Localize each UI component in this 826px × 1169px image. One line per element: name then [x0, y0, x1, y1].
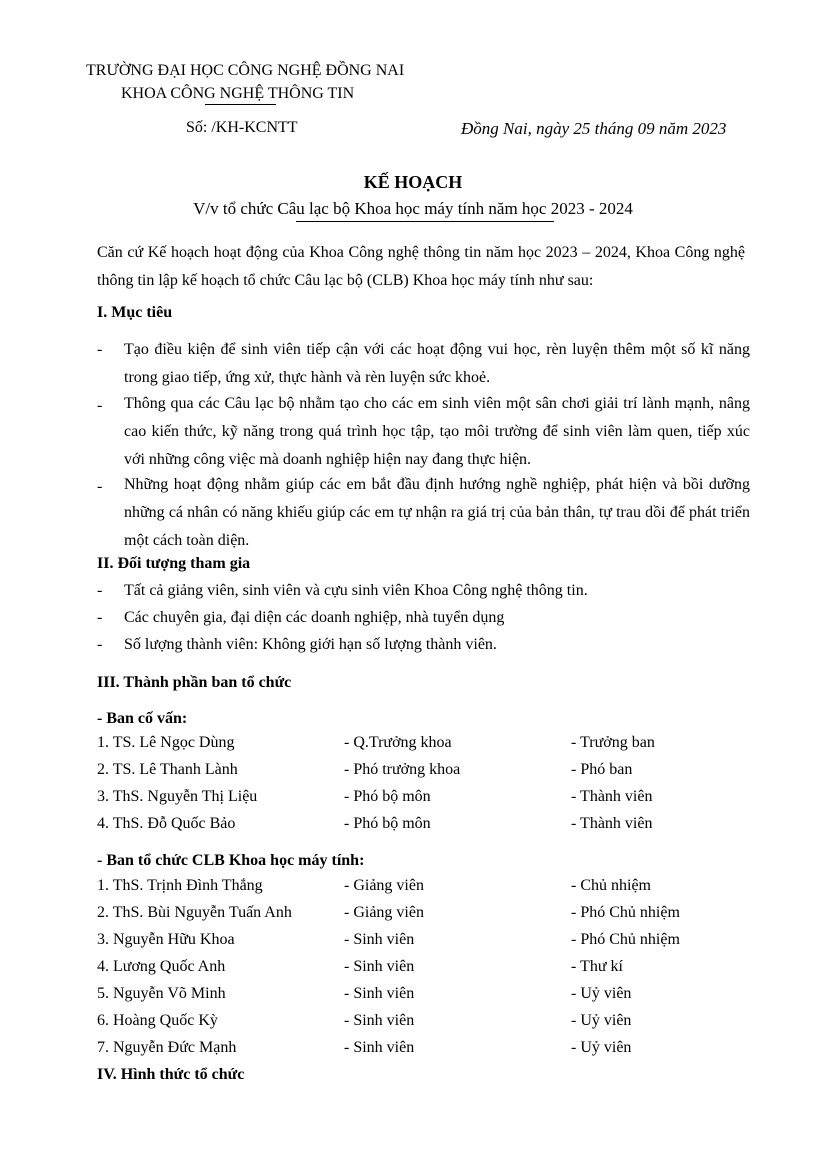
faculty-underline [205, 104, 276, 105]
member-role: - Thành viên [571, 815, 653, 832]
intro-paragraph: Căn cứ Kế hoạch hoạt động của Khoa Công nghệ thông tin năm học 2023 – 2024, Khoa Công nghệ thông tin lập kế hoạch tổ chức Câu lạc bộ (CLB) Khoa học máy tính như sau: [97, 244, 745, 289]
bullet-dash: - [97, 397, 103, 414]
advisory-row [97, 788, 737, 810]
member-position: - Sinh viên [344, 1012, 415, 1029]
document-title: KẾ HOẠCH [363, 172, 463, 192]
member-name: 1. ThS. Trịnh Đình Thắng [97, 877, 263, 894]
member-name: 4. ThS. Đỗ Quốc Bảo [97, 815, 236, 832]
section-heading-organizers: III. Thành phần ban tổ chức [97, 674, 292, 691]
bullet-dash: - [97, 609, 103, 626]
member-name: 7. Nguyễn Đức Mạnh [97, 1039, 237, 1056]
member-name: 3. Nguyễn Hữu Khoa [97, 931, 235, 948]
participant-item: Số lượng thành viên: Không giới hạn số lượng thành viên. [124, 636, 497, 653]
university-name: TRƯỜNG ĐẠI HỌC CÔNG NGHỆ ĐỒNG NAI [86, 62, 405, 79]
committee-row [97, 877, 737, 899]
section-heading-objectives: I. Mục tiêu [97, 304, 173, 321]
bullet-dash: - [97, 478, 103, 495]
advisory-board-heading: - Ban cố vấn: [97, 710, 188, 727]
participant-item: Tất cả giảng viên, sinh viên và cựu sinh viên Khoa Công nghệ thông tin. [124, 582, 588, 599]
advisory-row [97, 815, 737, 837]
bullet-dash: - [97, 341, 103, 358]
date-line: Đồng Nai, ngày 25 tháng 09 năm 2023 [461, 119, 727, 138]
member-position: - Sinh viên [344, 985, 415, 1002]
document-number: Số: /KH-KCNTT [186, 119, 298, 136]
objective-item: Thông qua các Câu lạc bộ nhằm tạo cho các em sinh viên một sân chơi giải trí lành mạnh, nâng cao kiến thức, kỹ năng trong quá trình học tập, tạo môi trường để sinh viên làm quen, tiếp xúc với những công việc mà doanh nghiệp hiện nay đang thực hiện. [124, 395, 750, 468]
section-heading-participants: II. Đối tượng tham gia [97, 555, 251, 572]
member-name: 2. ThS. Bùi Nguyễn Tuấn Anh [97, 904, 292, 921]
participant-item: Các chuyên gia, đại diện các doanh nghiệp, nhà tuyển dụng [124, 609, 505, 626]
member-position: - Phó trưởng khoa [344, 761, 461, 778]
member-name: 4. Lương Quốc Anh [97, 958, 226, 975]
committee-row [97, 1039, 737, 1061]
objective-item: Tạo điều kiện để sinh viên tiếp cận với các hoạt động vui học, rèn luyện thêm một số kĩ năng trong giao tiếp, ứng xử, thực hành và rèn luyện sức khoẻ. [124, 341, 750, 386]
member-role: - Uỷ viên [571, 1039, 632, 1056]
section-heading-format: IV. Hình thức tổ chức [97, 1066, 245, 1083]
committee-row [97, 1012, 737, 1034]
member-name: 6. Hoàng Quốc Kỳ [97, 1012, 218, 1029]
committee-row [97, 985, 737, 1007]
member-role: - Chủ nhiệm [571, 877, 651, 894]
committee-row [97, 958, 737, 980]
member-position: - Sinh viên [344, 958, 415, 975]
member-position: - Q.Trưởng khoa [344, 734, 452, 751]
document-subtitle: V/v tổ chức Câu lạc bộ Khoa học máy tính năm học 2023 - 2024 [193, 199, 633, 218]
member-role: - Phó Chủ nhiệm [571, 904, 680, 921]
bullet-dash: - [97, 582, 103, 599]
member-name: 1. TS. Lê Ngọc Dùng [97, 734, 235, 751]
objective-item: Những hoạt động nhằm giúp các em bắt đầu định hướng nghề nghiệp, phát hiện và bồi dưỡng những cá nhân có năng khiếu giúp các em tự nhận ra giá trị của bản thân, tự trau dồi để phát triển một cách toàn diện. [124, 476, 750, 549]
member-role: - Thành viên [571, 788, 653, 805]
member-name: 2. TS. Lê Thanh Lành [97, 761, 238, 778]
member-position: - Sinh viên [344, 1039, 415, 1056]
committee-heading: - Ban tổ chức CLB Khoa học máy tính: [97, 852, 365, 869]
member-role: - Trưởng ban [571, 734, 655, 751]
member-position: - Phó bộ môn [344, 788, 431, 805]
member-position: - Giảng viên [344, 877, 424, 894]
subtitle-underline [296, 221, 554, 222]
bullet-dash: - [97, 636, 103, 653]
member-role: - Uỷ viên [571, 1012, 632, 1029]
member-position: - Sinh viên [344, 931, 415, 948]
member-role: - Phó ban [571, 761, 633, 778]
member-name: 3. ThS. Nguyễn Thị Liệu [97, 788, 258, 805]
committee-row [97, 904, 737, 926]
member-name: 5. Nguyễn Võ Minh [97, 985, 226, 1002]
faculty-name: KHOA CÔNG NGHỆ THÔNG TIN [121, 85, 355, 102]
member-role: - Phó Chủ nhiệm [571, 931, 680, 948]
member-role: - Thư kí [571, 958, 623, 975]
advisory-row [97, 761, 737, 783]
member-role: - Uỷ viên [571, 985, 632, 1002]
member-position: - Phó bộ môn [344, 815, 431, 832]
committee-row [97, 931, 737, 953]
member-position: - Giảng viên [344, 904, 424, 921]
advisory-row [97, 734, 737, 756]
